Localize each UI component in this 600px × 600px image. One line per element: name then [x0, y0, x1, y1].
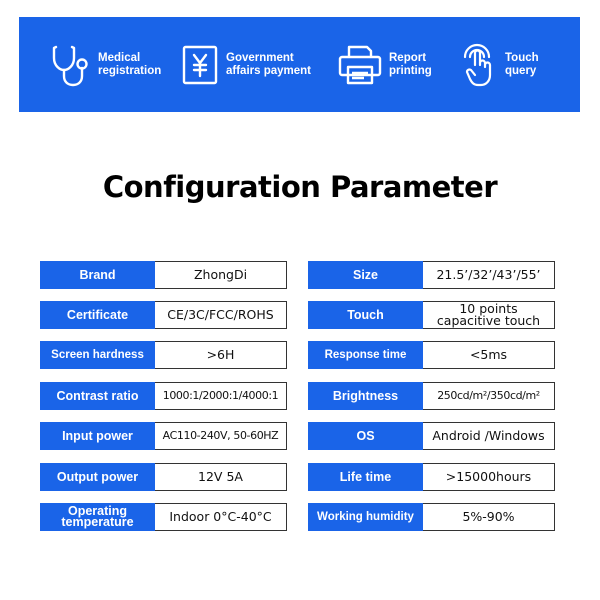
param-label-line1: Operating — [67, 504, 128, 518]
param-value: Indoor 0°C-40°C — [155, 503, 287, 531]
param-value: Android /Windows — [423, 422, 555, 450]
stethoscope-icon — [50, 42, 92, 88]
feature-banner — [19, 17, 580, 112]
param-row-screen-hardness — [40, 341, 287, 369]
param-row-output-power — [40, 463, 287, 491]
param-value: 250cd/m²/350cd/m² — [423, 382, 555, 410]
param-row-touch — [308, 301, 555, 329]
param-value: <5ms — [423, 341, 555, 369]
feature-label-line1: Touch — [505, 51, 539, 64]
feature-label-line1: Report — [389, 51, 427, 64]
param-row-os — [308, 422, 555, 450]
param-label: Touch — [308, 301, 423, 329]
param-label: Brand — [40, 261, 155, 289]
param-value: 5%-90% — [423, 503, 555, 531]
param-value: AC110-240V, 50-60HZ — [155, 422, 287, 450]
param-label: Working humidity — [308, 503, 423, 531]
param-value: CE/3C/FCC/ROHS — [155, 301, 287, 329]
feature-label-line1: Medical — [98, 51, 141, 64]
touch-hand-icon — [459, 41, 499, 89]
param-row-response-time — [308, 341, 555, 369]
param-value: 12V 5A — [155, 463, 287, 491]
param-label: Input power — [40, 422, 155, 450]
param-row-contrast-ratio — [40, 382, 287, 410]
param-label-line2: temperature — [61, 515, 134, 529]
feature-medical-registration[interactable] — [50, 17, 161, 112]
param-value-line1: 10 points — [459, 301, 518, 316]
param-row-working-humidity — [308, 503, 555, 531]
param-row-input-power — [40, 422, 287, 450]
param-row-certificate — [40, 301, 287, 329]
param-label: Screen hardness — [40, 341, 155, 369]
param-label: OS — [308, 422, 423, 450]
feature-label-line2: affairs payment — [226, 64, 312, 77]
param-value — [423, 301, 555, 329]
param-label: Output power — [40, 463, 155, 491]
param-label: Response time — [308, 341, 423, 369]
page-title: Configuration Parameter — [102, 170, 498, 204]
param-label — [40, 503, 155, 531]
feature-label-line2: query — [505, 64, 537, 77]
feature-label-line1: Government — [226, 51, 294, 64]
param-value: >15000hours — [423, 463, 555, 491]
param-label: Life time — [308, 463, 423, 491]
param-label: Brightness — [308, 382, 423, 410]
feature-touch-query[interactable] — [459, 17, 539, 112]
param-label: Size — [308, 261, 423, 289]
param-value: 1000:1/2000:1/4000:1 — [155, 382, 287, 410]
param-value: ZhongDi — [155, 261, 287, 289]
param-label: Certificate — [40, 301, 155, 329]
feature-label-line2: printing — [389, 64, 432, 77]
param-row-size — [308, 261, 555, 289]
param-row-brand — [40, 261, 287, 289]
param-value-line2: capacitive touch — [436, 313, 541, 328]
param-row-life-time — [308, 463, 555, 491]
param-row-operating-temperature — [40, 503, 287, 531]
yen-bill-icon — [180, 43, 220, 87]
printer-icon — [337, 43, 383, 87]
feature-report-printing[interactable] — [337, 17, 432, 112]
param-row-brightness — [308, 382, 555, 410]
feature-government-payment[interactable] — [180, 17, 311, 112]
param-value: 21.5’/32’/43’/55’ — [423, 261, 555, 289]
feature-label-line2: registration — [98, 64, 162, 77]
param-value: >6H — [155, 341, 287, 369]
param-label: Contrast ratio — [40, 382, 155, 410]
